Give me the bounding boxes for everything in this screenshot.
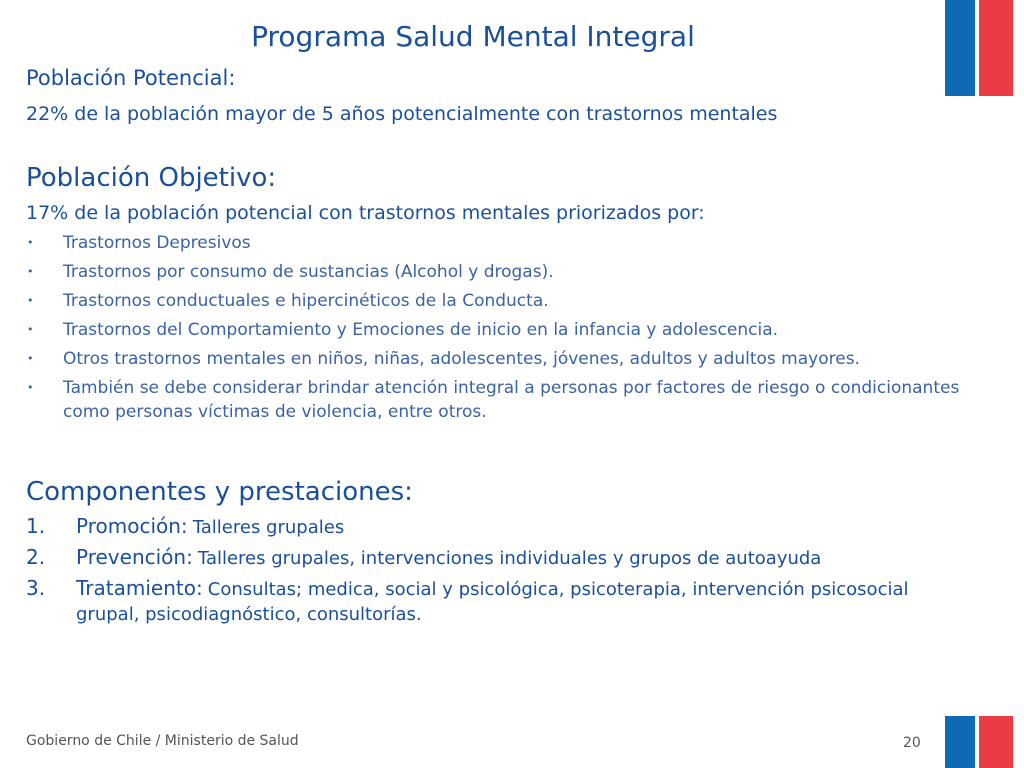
- component-number: 3.: [26, 576, 46, 600]
- bullet-icon: •: [27, 323, 34, 336]
- list-item: [26, 289, 966, 313]
- component-item: [26, 576, 926, 627]
- list-item: [26, 260, 966, 284]
- component-term: Promoción:: [76, 514, 188, 538]
- list-item: [26, 231, 966, 255]
- list-item-text: Otros trastornos mentales en niños, niñas, adolescentes, jóvenes, adultos y adultos mayores.: [63, 349, 860, 369]
- component-number: 1.: [26, 514, 46, 538]
- top-flag-decoration: [945, 0, 1013, 96]
- list-item: [26, 347, 966, 371]
- list-item: [26, 376, 966, 424]
- list-item-text: Trastornos conductuales e hipercinéticos de la Conducta.: [63, 291, 549, 311]
- flag-blue-stripe: [945, 0, 975, 96]
- list-item-text: Trastornos por consumo de sustancias (Alcohol y drogas).: [63, 262, 554, 282]
- component-detail: Talleres grupales: [192, 517, 345, 538]
- bottom-flag-decoration: [945, 716, 1013, 768]
- bullet-icon: •: [27, 381, 34, 394]
- component-term: Tratamiento:: [76, 576, 203, 600]
- list-item-text: Trastornos Depresivos: [63, 233, 251, 253]
- componentes-heading: Componentes y prestaciones:: [26, 477, 413, 507]
- components-list: [26, 514, 926, 632]
- flag-red-stripe: [979, 716, 1013, 768]
- priorized-disorders-list: [26, 231, 966, 429]
- component-item: [26, 545, 926, 571]
- poblacion-potencial-heading: Población Potencial:: [26, 66, 236, 90]
- component-item: [26, 514, 926, 540]
- component-detail: Consultas; medica, social y psicológica, psicoterapia, intervención psicosocial grupal, psicodiagnóstico, consultorías.: [76, 579, 909, 625]
- bullet-icon: •: [27, 352, 34, 365]
- slide-title: Programa Salud Mental Integral: [251, 20, 695, 53]
- poblacion-objetivo-description: 17% de la población potencial con trastornos mentales priorizados por:: [26, 202, 705, 224]
- component-detail: Talleres grupales, intervenciones individuales y grupos de autoayuda: [197, 548, 822, 569]
- footer-organization: Gobierno de Chile / Ministerio de Salud: [26, 733, 299, 749]
- bullet-icon: •: [27, 265, 34, 278]
- page-number: 20: [903, 735, 921, 751]
- poblacion-objetivo-heading: Población Objetivo:: [26, 163, 277, 193]
- list-item: [26, 318, 966, 342]
- bullet-icon: •: [27, 236, 34, 249]
- flag-red-stripe: [979, 0, 1013, 96]
- component-number: 2.: [26, 545, 46, 569]
- list-item-text: También se debe considerar brindar atención integral a personas por factores de riesgo o condicionantes como personas víctimas de violencia, entre otros.: [63, 378, 960, 422]
- poblacion-potencial-description: 22% de la población mayor de 5 años potencialmente con trastornos mentales: [26, 103, 778, 125]
- flag-blue-stripe: [945, 716, 975, 768]
- component-term: Prevención:: [76, 545, 193, 569]
- list-item-text: Trastornos del Comportamiento y Emociones de inicio en la infancia y adolescencia.: [63, 320, 779, 340]
- bullet-icon: •: [27, 294, 34, 307]
